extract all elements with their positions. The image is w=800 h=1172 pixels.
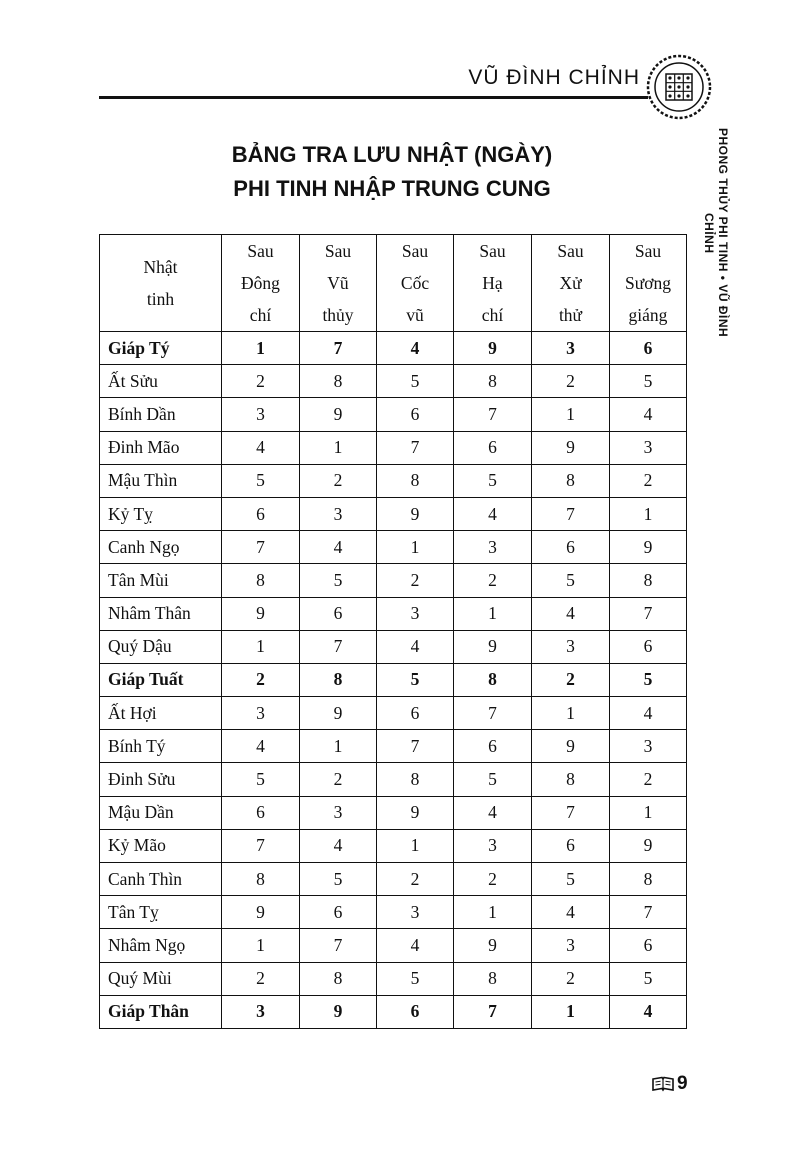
table-row	[100, 829, 687, 862]
table-cell: 7	[300, 332, 377, 365]
table-cell: 3	[300, 497, 377, 530]
running-header-title: VŨ ĐÌNH CHỈNH	[468, 66, 640, 89]
table-cell: 7	[377, 431, 454, 464]
table-row	[100, 763, 687, 796]
table-cell: 3	[300, 796, 377, 829]
table-cell: 8	[610, 863, 687, 896]
column-header-line: thủy	[322, 305, 354, 325]
column-header-line: chí	[481, 305, 504, 325]
table-cell: 5	[532, 863, 610, 896]
table-cell: 4	[610, 995, 687, 1028]
table-cell: 2	[377, 564, 454, 597]
column-header-2	[300, 235, 377, 332]
column-header-4	[454, 235, 532, 332]
column-header-line: vũ	[406, 305, 424, 325]
column-header-5	[532, 235, 610, 332]
table-cell: 5	[377, 962, 454, 995]
table-cell: 6	[377, 697, 454, 730]
table-cell: 8	[610, 564, 687, 597]
row-day-name: Giáp Thân	[100, 995, 222, 1028]
table-cell: 6	[610, 929, 687, 962]
table-cell: 2	[454, 564, 532, 597]
table-cell: 5	[300, 863, 377, 896]
row-day-name: Nhâm Ngọ	[100, 929, 222, 962]
table-cell: 6	[610, 630, 687, 663]
table-cell: 3	[222, 398, 300, 431]
table-cell: 8	[532, 763, 610, 796]
table-cell: 8	[300, 663, 377, 696]
table-cell: 7	[377, 730, 454, 763]
table-cell: 4	[454, 796, 532, 829]
table-row	[100, 365, 687, 398]
header-rule	[99, 96, 648, 99]
table-row	[100, 796, 687, 829]
title-line-1: BẢNG TRA LƯU NHẬT (NGÀY)	[231, 142, 553, 167]
row-day-name: Đinh Sửu	[100, 763, 222, 796]
table-cell: 7	[532, 796, 610, 829]
table-cell: 8	[454, 962, 532, 995]
column-header-3	[377, 235, 454, 332]
table-cell: 4	[610, 398, 687, 431]
row-day-name: Kỷ Mão	[100, 829, 222, 862]
table-cell: 5	[610, 663, 687, 696]
table-cell: 5	[300, 564, 377, 597]
table-row	[100, 697, 687, 730]
lookup-table	[99, 234, 687, 1029]
table-row	[100, 332, 687, 365]
column-header-line: tinh	[146, 289, 175, 309]
row-day-name: Mậu Thìn	[100, 464, 222, 497]
table-cell: 9	[454, 929, 532, 962]
row-day-name: Giáp Tuất	[100, 663, 222, 696]
table-cell: 6	[377, 398, 454, 431]
table-cell: 4	[610, 697, 687, 730]
table-cell: 2	[532, 663, 610, 696]
table-cell: 2	[454, 863, 532, 896]
table-cell: 8	[532, 464, 610, 497]
table-cell: 4	[454, 497, 532, 530]
row-day-name: Tân Tỵ	[100, 896, 222, 929]
table-cell: 4	[377, 630, 454, 663]
table-row	[100, 995, 687, 1028]
table-cell: 5	[377, 663, 454, 696]
table-cell: 8	[377, 464, 454, 497]
table-cell: 4	[300, 829, 377, 862]
column-header-line: Cốc	[400, 273, 430, 293]
table-cell: 9	[300, 995, 377, 1028]
row-day-name: Bính Dần	[100, 398, 222, 431]
table-cell: 4	[532, 896, 610, 929]
table-cell: 1	[610, 796, 687, 829]
table-body	[100, 332, 687, 1029]
page-title	[100, 138, 684, 206]
table-cell: 5	[222, 763, 300, 796]
table-cell: 9	[454, 332, 532, 365]
table-cell: 1	[532, 398, 610, 431]
table-cell: 6	[454, 730, 532, 763]
row-day-name: Mậu Dần	[100, 796, 222, 829]
table-cell: 2	[222, 365, 300, 398]
table-cell: 3	[222, 697, 300, 730]
table-cell: 9	[610, 531, 687, 564]
row-day-name: Ất Sửu	[100, 365, 222, 398]
column-header-line: Sau	[401, 241, 429, 261]
table-row	[100, 962, 687, 995]
table-row	[100, 398, 687, 431]
table-cell: 8	[300, 365, 377, 398]
row-day-name: Canh Ngọ	[100, 531, 222, 564]
table-cell: 4	[222, 730, 300, 763]
table-cell: 2	[300, 763, 377, 796]
row-day-name: Kỷ Tỵ	[100, 497, 222, 530]
table-cell: 9	[222, 896, 300, 929]
table-cell: 7	[454, 995, 532, 1028]
table-cell: 5	[454, 464, 532, 497]
table-cell: 8	[222, 863, 300, 896]
table-cell: 1	[377, 829, 454, 862]
column-header-line: Nhật	[143, 257, 178, 277]
table-cell: 2	[222, 663, 300, 696]
table-cell: 7	[300, 630, 377, 663]
table-cell: 8	[377, 763, 454, 796]
column-header-line: Sau	[324, 241, 352, 261]
table-cell: 3	[222, 995, 300, 1028]
table-cell: 9	[377, 796, 454, 829]
table-cell: 7	[532, 497, 610, 530]
column-header-line: thử	[558, 305, 583, 325]
table-cell: 2	[377, 863, 454, 896]
table-cell: 4	[377, 929, 454, 962]
table-cell: 9	[222, 597, 300, 630]
table-cell: 9	[377, 497, 454, 530]
table-row	[100, 929, 687, 962]
table-cell: 7	[222, 531, 300, 564]
table-cell: 2	[222, 962, 300, 995]
table-cell: 1	[610, 497, 687, 530]
column-header-line: Sau	[634, 241, 662, 261]
table-cell: 2	[610, 464, 687, 497]
table-cell: 7	[454, 398, 532, 431]
table-cell: 7	[300, 929, 377, 962]
table-cell: 9	[300, 398, 377, 431]
table-cell: 5	[532, 564, 610, 597]
row-day-name: Ất Hợi	[100, 697, 222, 730]
table-header	[100, 235, 687, 332]
table-cell: 4	[300, 531, 377, 564]
table-cell: 6	[300, 896, 377, 929]
title-line-2: PHI TINH NHẬP TRUNG CUNG	[233, 176, 551, 201]
table-cell: 6	[454, 431, 532, 464]
row-day-name: Quý Mùi	[100, 962, 222, 995]
side-running-text: PHONG THỦY PHI TINH • VŨ ĐÌNH CHỈNH	[702, 128, 730, 338]
table-row	[100, 896, 687, 929]
table-cell: 9	[532, 431, 610, 464]
table-cell: 8	[222, 564, 300, 597]
table-cell: 9	[300, 697, 377, 730]
table-cell: 4	[377, 332, 454, 365]
table-cell: 3	[532, 929, 610, 962]
column-header-line: Sau	[247, 241, 274, 261]
table-cell: 1	[532, 995, 610, 1028]
table-cell: 6	[610, 332, 687, 365]
table-cell: 7	[454, 697, 532, 730]
table-row	[100, 464, 687, 497]
table-cell: 6	[300, 597, 377, 630]
table-cell: 9	[532, 730, 610, 763]
table-cell: 1	[222, 332, 300, 365]
table-cell: 3	[532, 630, 610, 663]
table-cell: 3	[377, 896, 454, 929]
table-cell: 6	[222, 796, 300, 829]
table-cell: 6	[532, 829, 610, 862]
table-cell: 3	[454, 531, 532, 564]
table-row	[100, 663, 687, 696]
table-cell: 5	[377, 365, 454, 398]
table-cell: 9	[610, 829, 687, 862]
table-cell: 9	[454, 630, 532, 663]
table-cell: 7	[222, 829, 300, 862]
table-cell: 3	[532, 332, 610, 365]
table-row	[100, 597, 687, 630]
table-cell: 2	[610, 763, 687, 796]
table-cell: 5	[610, 962, 687, 995]
table-cell: 7	[610, 597, 687, 630]
column-header-line: Sương	[625, 273, 671, 293]
row-day-name: Canh Thìn	[100, 863, 222, 896]
table-cell: 5	[610, 365, 687, 398]
table-cell: 3	[454, 829, 532, 862]
column-header-line: Sau	[557, 241, 584, 261]
table-cell: 2	[532, 365, 610, 398]
table-cell: 8	[454, 365, 532, 398]
table-cell: 6	[377, 995, 454, 1028]
column-header-name	[100, 235, 222, 332]
table-row	[100, 564, 687, 597]
table-cell: 4	[222, 431, 300, 464]
table-cell: 1	[532, 697, 610, 730]
column-header-6	[610, 235, 687, 332]
table-row	[100, 630, 687, 663]
row-day-name: Nhâm Thân	[100, 597, 222, 630]
column-header-line: giáng	[628, 305, 668, 325]
table-cell: 1	[377, 531, 454, 564]
column-header-line: chí	[249, 305, 272, 325]
row-day-name: Giáp Tý	[100, 332, 222, 365]
table-cell: 6	[532, 531, 610, 564]
table-cell: 3	[610, 730, 687, 763]
table-cell: 5	[222, 464, 300, 497]
row-day-name: Quý Dậu	[100, 630, 222, 663]
column-header-line: Xử	[559, 273, 582, 293]
row-day-name: Tân Mùi	[100, 564, 222, 597]
column-header-line: Sau	[479, 241, 506, 261]
table-cell: 1	[300, 730, 377, 763]
bagua-emblem-icon	[644, 52, 714, 122]
table-row	[100, 497, 687, 530]
column-header-line: Hạ	[482, 273, 503, 293]
column-header-line: Đông	[241, 273, 280, 293]
table-cell: 1	[300, 431, 377, 464]
table-row	[100, 863, 687, 896]
table-cell: 3	[377, 597, 454, 630]
table-cell: 4	[532, 597, 610, 630]
table-row	[100, 730, 687, 763]
table-cell: 8	[300, 962, 377, 995]
table-cell: 2	[532, 962, 610, 995]
table-cell: 1	[222, 929, 300, 962]
open-book-icon	[652, 1076, 674, 1092]
table-cell: 1	[454, 896, 532, 929]
table-cell: 2	[300, 464, 377, 497]
page-number-text: 9	[677, 1073, 688, 1094]
table-cell: 3	[610, 431, 687, 464]
table-cell: 6	[222, 497, 300, 530]
table-cell: 1	[222, 630, 300, 663]
table-cell: 8	[454, 663, 532, 696]
table-row	[100, 531, 687, 564]
table-cell: 7	[610, 896, 687, 929]
row-day-name: Bính Tý	[100, 730, 222, 763]
page-number	[652, 1073, 688, 1095]
column-header-line: Vũ	[327, 273, 349, 293]
table-cell: 5	[454, 763, 532, 796]
table-cell: 1	[454, 597, 532, 630]
row-day-name: Đinh Mão	[100, 431, 222, 464]
table-row	[100, 431, 687, 464]
column-header-1	[222, 235, 300, 332]
